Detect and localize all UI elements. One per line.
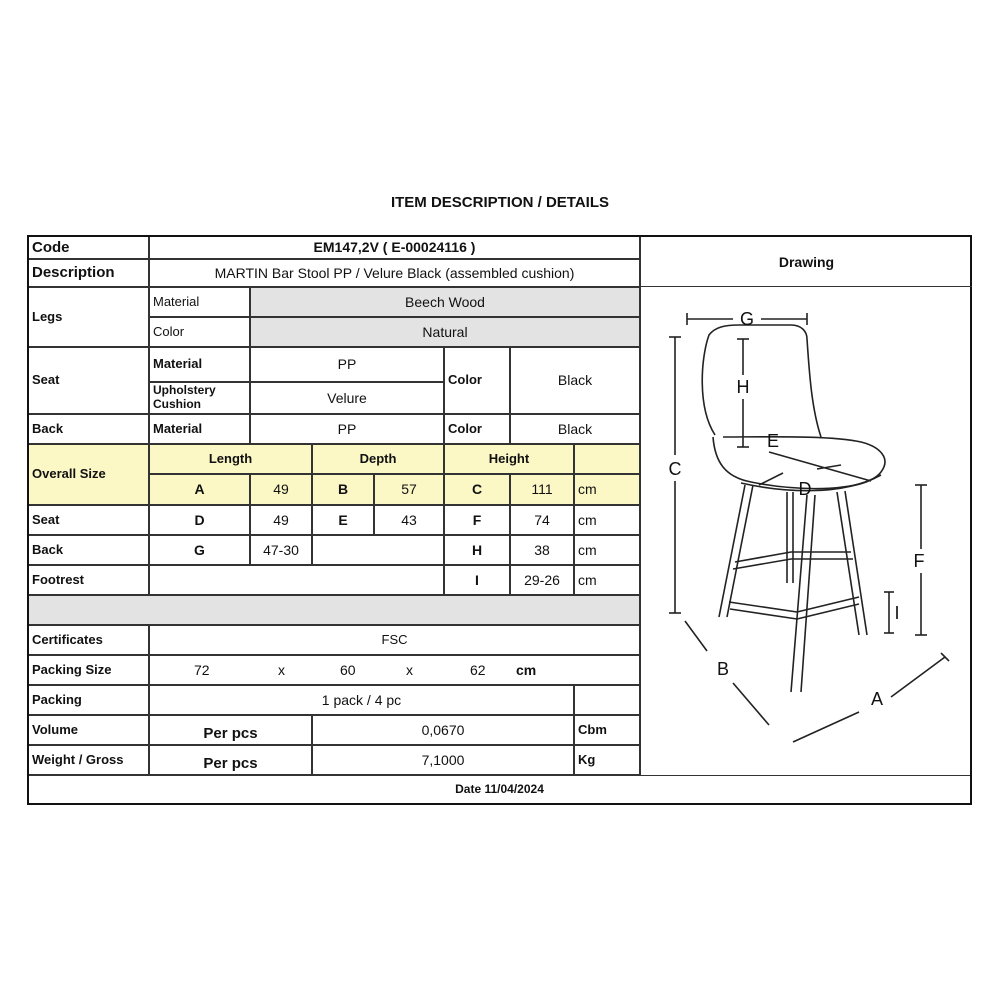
date-footer: Date 11/04/2024 (29, 775, 970, 803)
seat-material: PP (250, 347, 444, 382)
label-i: I (894, 603, 900, 623)
certificates-value: FSC (149, 625, 640, 655)
dim-a-letter: A (149, 474, 250, 505)
label-f: F (913, 551, 925, 571)
back-color: Black (510, 414, 640, 444)
footrest-empty (149, 565, 444, 595)
footrest-label: Footrest (29, 565, 149, 595)
dim-b-letter: B (312, 474, 374, 505)
dim-e-letter: E (312, 505, 374, 535)
dim-a-value: 49 (250, 474, 312, 505)
seat-upholstery: Velure (250, 382, 444, 414)
seat-upholstery-label: Upholstery Cushion (149, 382, 250, 414)
dim-h-unit: cm (574, 535, 640, 565)
height-header: Height (444, 444, 574, 474)
label-b: B (716, 659, 730, 679)
dim-c-value: 111 (510, 474, 574, 505)
packing-value: 1 pack / 4 pc (149, 685, 574, 715)
legs-label: Legs (29, 287, 149, 347)
seat-color: Black (510, 347, 640, 414)
length-header: Length (149, 444, 312, 474)
drawing-header: Drawing (640, 237, 972, 287)
label-g: G (739, 309, 755, 329)
dim-d-value: 49 (250, 505, 312, 535)
spec-sheet (27, 235, 972, 805)
volume-unit: Cbm (574, 715, 640, 745)
page-title: ITEM DESCRIPTION / DETAILS (390, 194, 610, 211)
back-dims-empty (312, 535, 444, 565)
height-header-spacer (574, 444, 640, 474)
legs-material-label: Material (149, 287, 250, 317)
description-label: Description (29, 259, 149, 287)
packing-unit: cm (516, 661, 537, 678)
packing-height: 62 (470, 661, 486, 678)
separator-row (29, 595, 640, 625)
label-a: A (870, 689, 884, 709)
label-c: C (668, 459, 682, 479)
dim-i-letter: I (444, 565, 510, 595)
volume-value: 0,0670 (312, 715, 574, 745)
dim-f-unit: cm (574, 505, 640, 535)
back-material-label: Material (149, 414, 250, 444)
seat-material-label: Material (149, 347, 250, 382)
dim-f-letter: F (444, 505, 510, 535)
seat-dims-label: Seat (29, 505, 149, 535)
label-h: H (736, 377, 750, 397)
volume-per: Per pcs (149, 715, 312, 745)
overall-size-label: Overall Size (29, 444, 149, 505)
packing-size-label: Packing Size (29, 655, 149, 685)
weight-per: Per pcs (149, 745, 312, 775)
certificates-label: Certificates (29, 625, 149, 655)
stool-drawing (641, 287, 973, 775)
dim-f-value: 74 (510, 505, 574, 535)
description-value: MARTIN Bar Stool PP / Velure Black (assembled cushion) (149, 259, 640, 287)
packing-length: 72 (194, 661, 210, 678)
dim-c-letter: C (444, 474, 510, 505)
seat-label: Seat (29, 347, 149, 414)
dim-e-value: 43 (374, 505, 444, 535)
dim-g-value: 47-30 (250, 535, 312, 565)
weight-value: 7,1000 (312, 745, 574, 775)
dim-d-letter: D (149, 505, 250, 535)
dim-c-unit: cm (574, 474, 640, 505)
packing-label: Packing (29, 685, 149, 715)
packing-size-row (149, 655, 640, 685)
code-value: EM147,2V ( E-00024116 ) (149, 237, 640, 259)
weight-label: Weight / Gross (29, 745, 149, 775)
packing-width: 60 (340, 661, 356, 678)
drawing-area (640, 287, 972, 775)
packing-empty (574, 685, 640, 715)
packing-x2: x (406, 661, 413, 678)
packing-x1: x (278, 661, 285, 678)
dim-i-unit: cm (574, 565, 640, 595)
dim-i-value: 29-26 (510, 565, 574, 595)
dim-b-value: 57 (374, 474, 444, 505)
back-label: Back (29, 414, 149, 444)
dim-h-value: 38 (510, 535, 574, 565)
legs-color-label: Color (149, 317, 250, 347)
volume-label: Volume (29, 715, 149, 745)
legs-color: Natural (250, 317, 640, 347)
weight-unit: Kg (574, 745, 640, 775)
seat-color-label: Color (444, 347, 510, 414)
code-label: Code (29, 237, 149, 259)
legs-material: Beech Wood (250, 287, 640, 317)
back-material: PP (250, 414, 444, 444)
back-dims-label: Back (29, 535, 149, 565)
back-color-label: Color (444, 414, 510, 444)
label-d: D (798, 479, 812, 499)
depth-header: Depth (312, 444, 444, 474)
dim-g-letter: G (149, 535, 250, 565)
dim-h-letter: H (444, 535, 510, 565)
label-e: E (766, 431, 780, 451)
